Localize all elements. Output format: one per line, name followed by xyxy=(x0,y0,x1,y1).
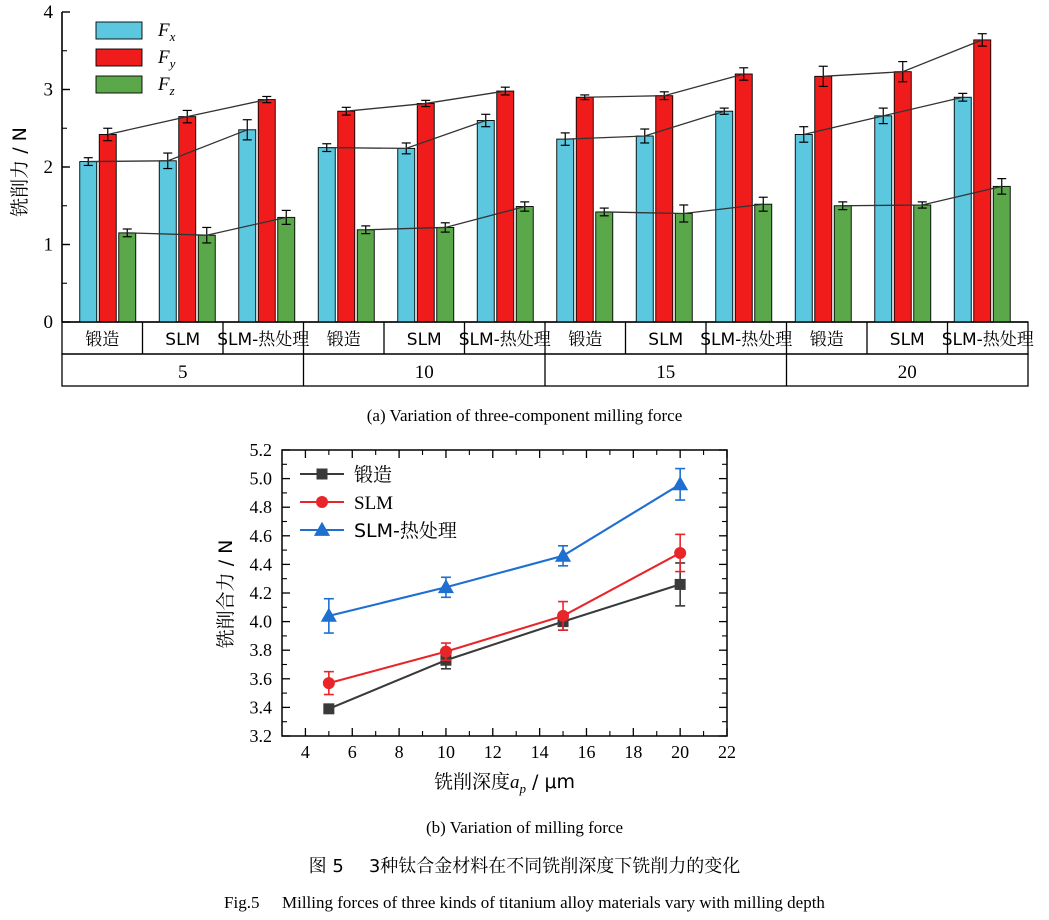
panel-a-sublabel: SLM-热处理 xyxy=(217,330,310,350)
panel-b-ylabel: 铣削合力 / N xyxy=(215,539,237,649)
panel-a-bar-Fz xyxy=(596,212,613,322)
panel-a-ytick: 0 xyxy=(43,312,53,333)
panel-a-bar-Fz xyxy=(198,235,215,322)
panel-a-sublabel: 锻造 xyxy=(568,330,603,350)
panel-a-ytick: 2 xyxy=(43,157,53,178)
figure-text-cn: 3种钛合金材料在不同铣削深度下铣削力的变化 xyxy=(368,856,741,877)
panel-a-bar-Fx xyxy=(398,148,415,322)
panel-a-legend-swatch-Fx xyxy=(96,22,142,39)
panel-b-legend-item-0 xyxy=(300,464,392,486)
panel-b-legend-label-2: SLM-热处理 xyxy=(354,520,457,542)
panel-a-bar-Fz xyxy=(516,207,533,322)
panel-a-bar-Fx xyxy=(318,148,335,322)
chart-panel-a xyxy=(0,0,1049,400)
panel-a-ytick: 1 xyxy=(43,234,53,256)
panel-a-bar-Fx xyxy=(875,116,892,322)
panel-a-bar-Fy xyxy=(894,72,911,322)
panel-a-bar-Fz xyxy=(914,205,931,322)
panel-a-bar-Fy xyxy=(735,74,752,322)
panel-a-legend-swatch-Fy xyxy=(96,49,142,66)
panel-a-bar-Fz xyxy=(993,186,1010,322)
panel-a-bar-Fz xyxy=(834,206,851,322)
panel-a-sublabel: SLM xyxy=(406,330,442,350)
figure-caption-cn xyxy=(0,852,1049,878)
panel-a-bar-Fy xyxy=(576,97,593,322)
panel-a-legend-label-Fy: $F_y$ xyxy=(158,47,176,71)
panel-a-legend-swatch-Fz xyxy=(96,76,142,93)
panel-a-bar-Fx xyxy=(557,139,574,322)
panel-a-caption: (a) Variation of three-component milling force xyxy=(366,406,683,425)
panel-b-xtick: 22 xyxy=(718,742,736,762)
panel-a-bar-Fx xyxy=(477,121,494,323)
panel-a-sublabel: 锻造 xyxy=(809,330,844,350)
panel-b-ytick: 3.8 xyxy=(249,640,272,661)
panel-a-bar-Fy xyxy=(815,76,832,322)
panel-b-ytick: 5.0 xyxy=(249,468,272,489)
panel-b-caption: (b) Variation of milling force xyxy=(425,818,624,837)
panel-a-sublabel: 锻造 xyxy=(85,330,120,350)
panel-b-xtick: 20 xyxy=(671,742,690,762)
panel-b-legend-item-2 xyxy=(300,520,457,542)
chart-panel-b xyxy=(0,424,1049,814)
figure-text-en: Milling forces of three kinds of titanium alloy materials vary with milling depth xyxy=(281,893,825,912)
panel-b-legend-label-1: SLM xyxy=(354,493,394,514)
panel-a-sublabel: SLM xyxy=(648,330,684,350)
panel-b-series-1 xyxy=(323,534,685,694)
panel-a-grouplabel: 15 xyxy=(656,362,676,383)
panel-a-bar-Fz xyxy=(437,227,454,322)
panel-a-ytick: 3 xyxy=(43,79,53,101)
panel-b-xtick: 16 xyxy=(577,742,596,762)
panel-b-xtick: 8 xyxy=(394,742,404,762)
figure-label-cn: 图 5 xyxy=(308,856,344,877)
panel-a-sublabel: SLM-热处理 xyxy=(700,330,793,350)
figure-label-en: Fig.5 xyxy=(224,893,260,912)
panel-b-xtick: 10 xyxy=(436,742,455,762)
panel-b-ytick: 4.6 xyxy=(249,525,272,546)
panel-b-ytick: 5.2 xyxy=(249,440,272,460)
panel-b-ytick: 3.2 xyxy=(249,726,272,746)
panel-a-sublabel: SLM-热处理 xyxy=(458,330,551,350)
panel-a-sublabel: SLM xyxy=(165,330,201,350)
panel-a-sublabel: SLM-热处理 xyxy=(941,330,1034,350)
panel-b-xtick: 6 xyxy=(347,742,357,762)
panel-a-ytick: 4 xyxy=(43,2,53,23)
panel-a-bar-Fy xyxy=(258,100,275,322)
panel-a-sublabel: 锻造 xyxy=(326,330,361,350)
panel-b-xlabel: 铣削深度$a_p$ / μm xyxy=(433,771,576,796)
panel-a-bar-Fy xyxy=(417,103,434,322)
panel-a-bar-Fz xyxy=(278,217,295,322)
panel-b-ytick: 4.8 xyxy=(249,497,272,518)
panel-a-bar-Fz xyxy=(755,204,772,322)
panel-a-bar-Fx xyxy=(636,136,653,322)
panel-a-bar-Fy xyxy=(974,40,991,322)
panel-a-sublabel: SLM xyxy=(889,330,925,350)
panel-a-bar-Fz xyxy=(675,214,692,323)
panel-a-grouplabel: 20 xyxy=(897,362,917,383)
panel-a-bar-Fx xyxy=(795,134,812,322)
panel-b-xtick: 14 xyxy=(530,742,549,762)
panel-a-bar-Fy xyxy=(179,117,196,322)
panel-a-bar-Fy xyxy=(99,134,116,322)
panel-b-frame xyxy=(282,450,727,736)
panel-a-ylabel: 铣削力 / N xyxy=(9,127,31,217)
panel-b-ytick: 3.6 xyxy=(249,668,272,689)
panel-b-ytick: 3.4 xyxy=(249,697,272,718)
panel-b-series-0 xyxy=(324,563,685,714)
panel-b-ytick: 4.4 xyxy=(249,554,272,575)
panel-b-xtick: 4 xyxy=(300,742,310,762)
panel-a-legend-label-Fx: $F_x$ xyxy=(158,20,176,44)
panel-b-legend-item-1 xyxy=(300,493,393,514)
panel-a-bar-Fz xyxy=(119,233,136,322)
panel-a-bar-Fx xyxy=(716,111,733,322)
panel-b-xtick: 12 xyxy=(483,742,502,762)
panel-a-bar-Fx xyxy=(159,161,176,322)
panel-a-grouplabel: 10 xyxy=(414,362,434,383)
panel-a-bar-Fx xyxy=(954,97,971,322)
panel-a-bar-Fx xyxy=(80,162,97,322)
panel-a-grouplabel: 5 xyxy=(178,362,188,383)
panel-b-ytick: 4.0 xyxy=(249,611,272,632)
panel-b-legend-label-0: 锻造 xyxy=(354,465,393,486)
panel-a-legend-label-Fz: $F_z$ xyxy=(158,74,175,98)
panel-b-ytick: 4.2 xyxy=(249,583,272,603)
figure-caption-en xyxy=(0,893,1049,913)
panel-b-xtick: 18 xyxy=(624,742,643,762)
panel-a-bar-Fy xyxy=(497,91,514,322)
panel-a-bar-Fy xyxy=(338,111,355,322)
panel-a-bar-Fz xyxy=(357,230,374,322)
